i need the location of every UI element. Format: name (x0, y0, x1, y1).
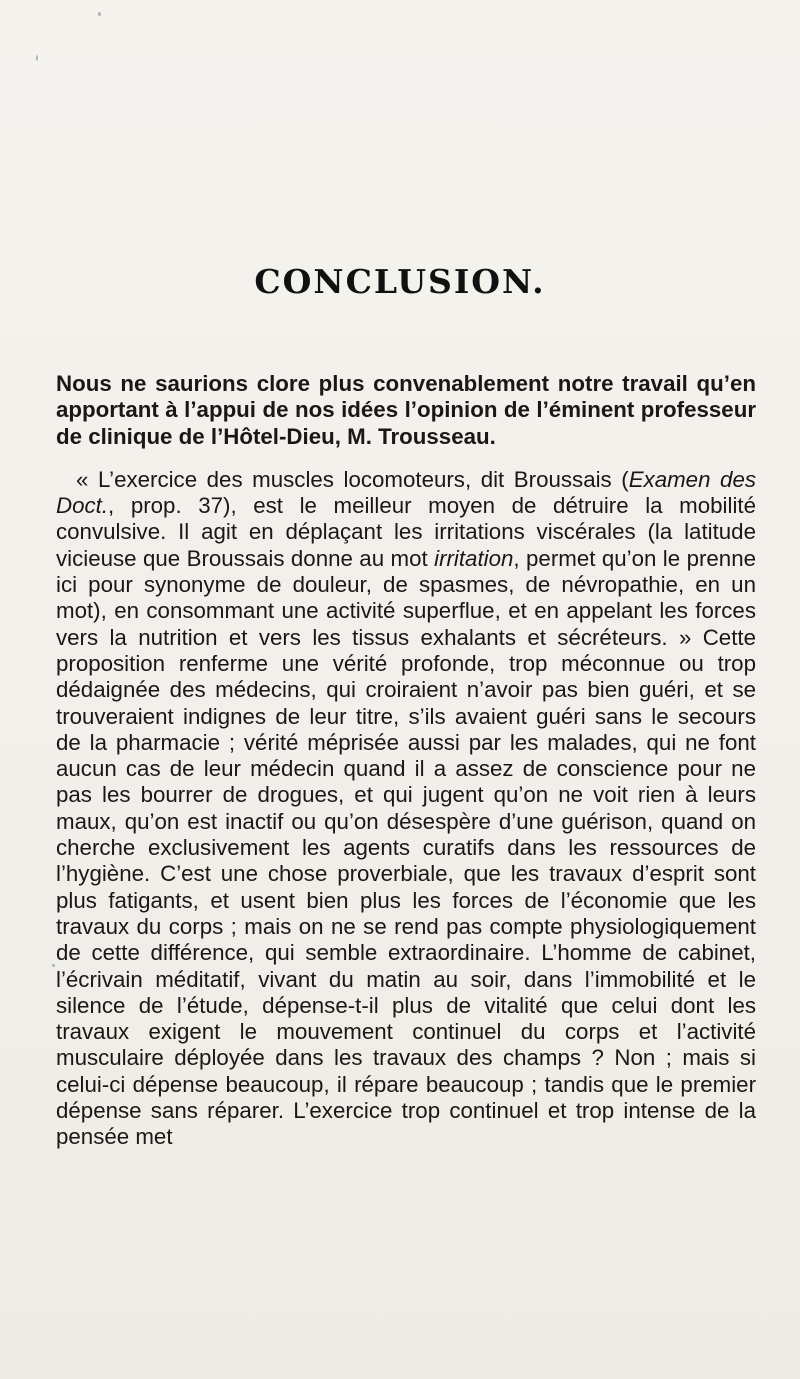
citation-italic: Examen des Doct. (56, 466, 756, 519)
paper-speck (98, 12, 101, 16)
paragraph-main-text-c: , permet qu’on le prenne ici pour synonyme de douleur, de spasmes, de névropathie, en un mot), en consommant une activité superflue, et en appelant les forces vers la nutrition et vers les tissus exhalants et sécréteurs. » Cette proposition renferme une vérité profonde, trop méconnue ou trop dédaignée des médecins, qui croiraient n’avoir pas bien guéri, et se trouveraient indignes de leur titre, s’ils avaient guéri sans le secours de la pharmacie ; vérité méprisée aussi par les malades, qui ne font aucun cas de leur médecin quand il a assez de conscience pour ne pas les bourrer de drogues, et qui jugent qu’on ne voit rien à leurs maux, qu’on est inactif ou qu’on désespère d’une guérison, quand on cherche exclusivement les agents curatifs dans les ressources de l’hygiène. C’est une chose proverbiale, que les travaux d’esprit sont plus fatigants, et usent bien plus les forces de l’économie que les travaux du corps ; mais on ne se rend pas compte physiologiquement de cette différence, qui semble extraordinaire. L’homme de cabinet, l’écrivain méditatif, vivant du matin au soir, dans l’immobilité et le silence de l’étude, dépense-t-il plus de vitalité que celui dont les travaux exigent le mouvement continuel du corps et l’activité musculaire déployée dans les travaux des champs ? Non ; mais si celui-ci dépense beaucoup, il répare beaucoup ; tandis que le premier dépense sans réparer. L’exercice trop continuel et trop intense de la pensée met (56, 545, 756, 1150)
term-italic: irritation (434, 545, 514, 571)
page-title: CONCLUSION. (254, 262, 546, 301)
paragraph-main (56, 467, 756, 1151)
body-text (56, 371, 756, 1151)
paragraph-intro: Nous ne saurions clore plus convenablement notre travail qu’en apportant à l’appui de nos idées l’opinion de l’éminent professeur de clinique de l’Hôtel-Dieu, M. Trousseau. (56, 371, 756, 449)
paper-speck (36, 55, 38, 61)
paragraph-main-text-a: « L’exercice des muscles locomoteurs, dit Broussais ( (76, 466, 629, 492)
paragraph-main-text-b: , prop. 37), est le meilleur moyen de détruire la mobilité convulsive. Il agit en déplaçant les irritations viscérales (la latitude vicieuse que Broussais donne au mot (56, 493, 756, 571)
paper-speck (52, 964, 55, 967)
